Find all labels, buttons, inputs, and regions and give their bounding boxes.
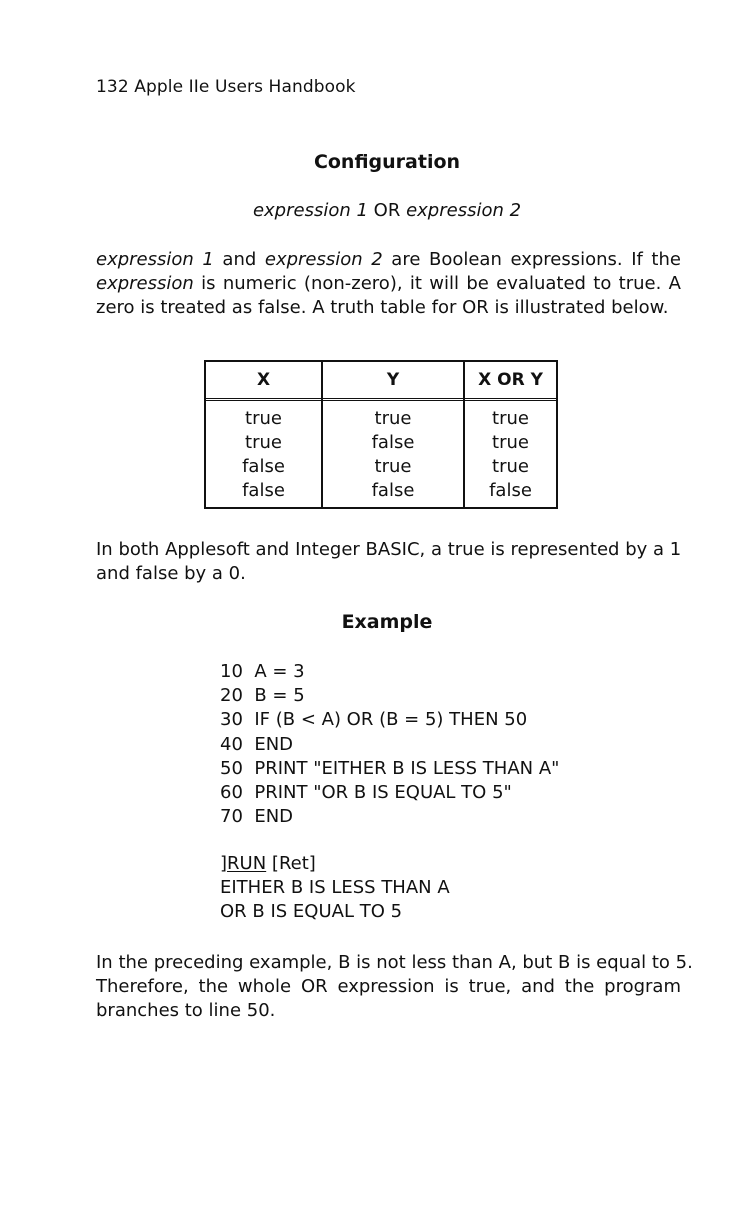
truth-table: [204, 360, 558, 509]
table-cell: true: [245, 432, 282, 453]
table-cell: false: [242, 480, 285, 501]
table-cell: true: [374, 456, 412, 477]
run-keyword: RUN: [227, 853, 267, 874]
table-cell: false: [371, 480, 415, 501]
table-cell: true: [492, 456, 529, 477]
table-header-cell: X OR Y: [465, 362, 556, 401]
paragraph-line: [96, 272, 681, 296]
code-listing: [220, 660, 559, 829]
table-cell: true: [492, 408, 529, 429]
run-prompt: ]: [220, 853, 228, 874]
italic-term: expression 2: [264, 249, 383, 270]
code-line: 70 END: [220, 806, 294, 828]
syntax-expression-1: expression 1: [252, 200, 368, 221]
output-line: EITHER B IS LESS THAN A: [220, 877, 450, 899]
code-line: 60 PRINT "OR B IS EQUAL TO 5": [220, 782, 512, 804]
table-cell: false: [489, 480, 532, 501]
code-line: 30 IF (B < A) OR (B = 5) THEN 50: [220, 709, 528, 731]
paragraph-line: zero is treated as false. A truth table for OR is illustrated below.: [96, 297, 669, 318]
description-paragraph: [96, 248, 681, 320]
section-title: Configuration: [313, 151, 461, 173]
paragraph-line: Therefore, the whole OR expression is true, and the program: [96, 976, 681, 997]
example-title: Example: [341, 611, 433, 633]
italic-term: expression: [96, 273, 194, 294]
text-run: is numeric (non-zero), it will be evaluated to true. A: [201, 273, 681, 294]
code-line: 10 A = 3: [220, 661, 305, 682]
italic-term: expression 1: [96, 249, 214, 270]
paragraph-line: [96, 248, 681, 272]
table-cell: true: [374, 408, 412, 429]
page-number: 132: [96, 77, 129, 97]
return-key: [Ret]: [271, 853, 316, 874]
code-line: 50 PRINT "EITHER B IS LESS THAN A": [220, 757, 560, 779]
representation-paragraph: [96, 538, 681, 586]
text-run: and: [222, 249, 257, 270]
code-line: 20 B = 5: [220, 685, 305, 707]
syntax-line: [0, 200, 731, 221]
table-cell: true: [492, 432, 529, 453]
text-run: are Boolean expressions. If the: [391, 249, 681, 270]
run-command: [220, 852, 450, 876]
paragraph-line: and false by a 0.: [96, 563, 246, 584]
table-header-cell: X: [206, 362, 321, 401]
page-header: [96, 77, 356, 97]
explanation-paragraph: [96, 951, 693, 1023]
syntax-operator: OR: [373, 200, 401, 221]
table-cell: false: [242, 456, 285, 477]
run-output-block: [220, 852, 450, 925]
truth-table-column-x: [206, 362, 323, 507]
code-line: 40 END: [220, 733, 294, 755]
table-cell: true: [245, 408, 282, 429]
table-header-cell: Y: [323, 362, 463, 401]
syntax-expression-2: expression 2: [406, 200, 522, 221]
truth-table-column-x-or-y: [465, 362, 556, 507]
paragraph-line: In the preceding example, B is not less than A, but B is equal to 5.: [96, 952, 693, 973]
paragraph-line: In both Applesoft and Integer BASIC, a true is represented by a 1: [96, 539, 682, 560]
output-line: OR B IS EQUAL TO 5: [220, 901, 403, 923]
paragraph-line: branches to line 50.: [96, 1000, 276, 1021]
book-title: Apple IIe Users Handbook: [134, 77, 356, 97]
truth-table-column-y: [323, 362, 465, 507]
table-cell: false: [371, 432, 415, 453]
